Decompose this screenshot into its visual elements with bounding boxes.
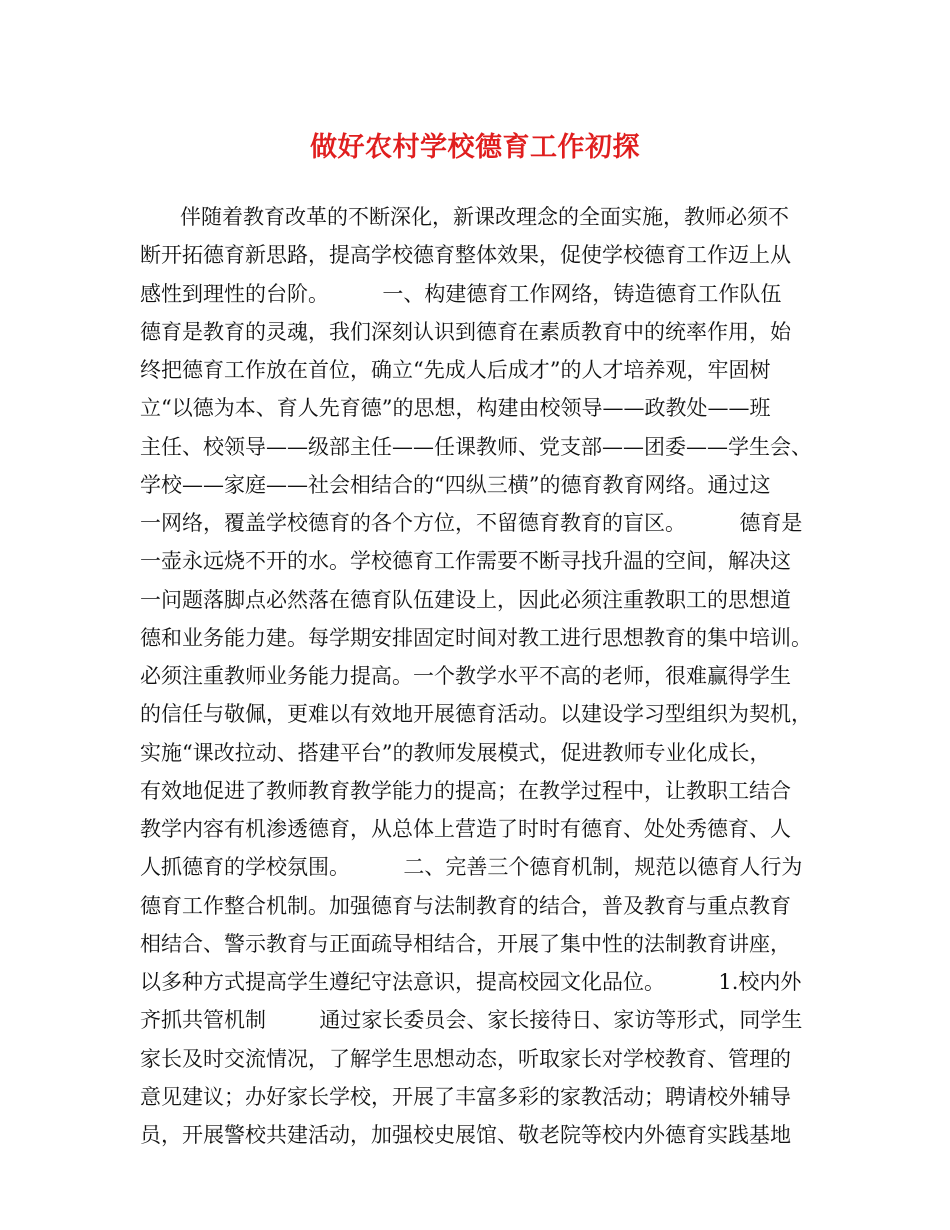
- body-line: 以多种方式提高学生遵纪守法意识，提高校园文化品位。 1.校内外: [140, 970, 802, 994]
- body-line: 必须注重教师业务能力提高。一个教学水平不高的老师，很难赢得学生: [140, 664, 791, 688]
- body-line: 德育是教育的灵魂，我们深刻认识到德育在素质教育中的统率作用，始: [140, 319, 791, 344]
- body-line: 意见建议；办好家长学校，开展了丰富多彩的家教活动；聘请校外辅导: [140, 1084, 791, 1109]
- body-line: 德育工作整合机制。加强德育与法制教育的结合，普及教育与重点教育: [140, 893, 791, 918]
- body-line: 教学内容有机渗透德育，从总体上营造了时时有德育、处处秀德育、人: [140, 817, 791, 841]
- body-line: 主任、校领导——级部主任——任课教师、党支部——团委——学生会、: [140, 434, 812, 459]
- body-line: 齐抓共管机制 通过家长委员会、家长接待日、家访等形式，同学生: [140, 1008, 803, 1033]
- body-line: 伴随着教育改革的不断深化，新课改理念的全面实施，教师必须不: [140, 205, 790, 229]
- body-line: 一网络，覆盖学校德育的各个方位，不留德育教育的盲区。 德育是: [140, 511, 803, 535]
- body-line: 断开拓德育新思路，提高学校德育整体效果，促使学校德育工作迈上从: [140, 243, 791, 268]
- body-line: 终把德育工作放在首位，确立“先成人后成才”的人才培养观，牢固树: [140, 358, 771, 382]
- body-line: 立“以德为本、育人先育德”的思想，构建由校领导——政教处——班: [140, 396, 771, 421]
- body-line: 实施“课改拉动、搭建平台”的教师发展模式，促进教师专业化成长，: [140, 740, 771, 765]
- body-line: 的信任与敬佩，更难以有效地开展德育活动。以建设学习型组织为契机，: [140, 702, 812, 727]
- body-line: 相结合、警示教育与正面疏导相结合，开展了集中性的法制教育讲座，: [140, 931, 791, 956]
- body-line: 德和业务能力建。每学期安排固定时间对教工进行思想教育的集中培训。: [140, 625, 812, 650]
- body-line: 一壶永远烧不开的水。学校德育工作需要不断寻找升温的空间，解决这: [140, 549, 791, 574]
- body-line: 家长及时交流情况，了解学生思想动态，听取家长对学校教育、管理的: [140, 1046, 791, 1071]
- document-body: [140, 198, 830, 1154]
- document-title: 做好农村学校德育工作初探: [310, 132, 640, 163]
- body-line: 一问题落脚点必然落在德育队伍建设上，因此必须注重教职工的思想道: [140, 587, 791, 612]
- body-line: 学校——家庭——社会相结合的“四纵三横”的德育教育网络。通过这: [140, 472, 771, 497]
- body-line: 感性到理性的台阶。 一、构建德育工作网络，铸造德育工作队伍: [140, 281, 782, 306]
- body-line: 人抓德育的学校氛围。 二、完善三个德育机制，规范以德育人行为: [140, 855, 803, 880]
- body-line: 有效地促进了教师教育教学能力的提高；在教学过程中，让教职工结合: [140, 778, 791, 803]
- body-line: 员，开展警校共建活动，加强校史展馆、敬老院等校内外德育实践基地: [140, 1123, 791, 1147]
